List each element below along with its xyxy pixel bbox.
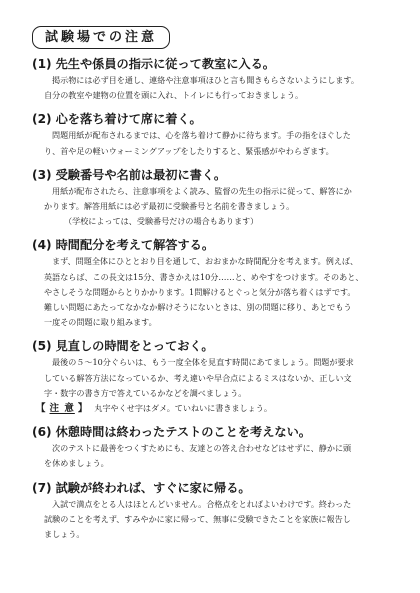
section-heading bbox=[30, 167, 390, 184]
section-heading-text: 休憩時間は終わったテストのことを考えない。 bbox=[55, 425, 311, 440]
body-line: 用紙が配布されたら、注意事項をよく読み、監督の先生の指示に従って、解答にか bbox=[52, 185, 352, 196]
section-7 bbox=[30, 480, 390, 543]
section-heading-text: 時間配分を考えて解答する。 bbox=[55, 238, 215, 253]
body-line: 次のテストに最善をつくすためにも、友達との答え合わせなどはせずに、静かに頭 bbox=[52, 443, 352, 454]
section-number: (6) bbox=[32, 425, 52, 440]
section-number: (1) bbox=[32, 57, 52, 71]
section-heading-text: 心を落ち着けて席に着く。 bbox=[55, 112, 202, 127]
section-6 bbox=[30, 424, 390, 471]
section-3 bbox=[30, 167, 390, 230]
section-heading bbox=[30, 480, 390, 497]
section-number: (3) bbox=[32, 167, 52, 182]
body-line: かります。解答用紙には必ず最初に受験番号と名前を書きましょう。 bbox=[44, 201, 295, 212]
body-line: 難しい問題にあたってなかなか解けそうにないときは、別の問題に移り、あとでもう bbox=[44, 302, 352, 313]
note-row bbox=[30, 401, 390, 416]
section-heading bbox=[30, 111, 390, 128]
section-heading-text: 受験番号や名前は最初に書く。 bbox=[55, 167, 227, 182]
body-line: 字・数字の書き方で答えているかなどを調べましょう。 bbox=[44, 387, 247, 398]
body-line: 最後の５〜10分ぐらいは、もう一度全体を見直す時間にあてましょう。問題が要求 bbox=[52, 357, 354, 368]
body-line: 問題用紙が配布されるまでは、心を落ち着けて静かに待ちます。手の指をほぐした bbox=[52, 130, 351, 141]
body-line: 試験のことを考えず、すみやかに家に帰って、無事に受験できたことを家族に報告し bbox=[44, 513, 351, 524]
body-line: している解答方法になっているか、考え違いや早合点によるミスはないか、正しい文 bbox=[44, 372, 352, 383]
section-number: (5) bbox=[32, 339, 52, 354]
body-line: ましょう。 bbox=[44, 529, 85, 540]
section-1 bbox=[30, 56, 390, 103]
body-line: り、首や足の軽いウォーミングアップをしたりすると、緊張感がやわらぎます。 bbox=[44, 145, 334, 156]
section-5 bbox=[30, 338, 390, 416]
section-heading bbox=[30, 424, 390, 441]
section-number: (7) bbox=[32, 480, 52, 495]
section-heading-text: 見直しの時間をとっておく。 bbox=[55, 339, 214, 354]
note-label: 【 注 意 】 bbox=[36, 403, 89, 415]
section-heading bbox=[30, 237, 390, 254]
section-number: (2) bbox=[32, 112, 52, 127]
section-2 bbox=[30, 111, 390, 158]
section-number: (4) bbox=[32, 238, 52, 253]
section-heading bbox=[30, 338, 390, 355]
body-line-note: （学校によっては、受験番号だけの場合もあります） bbox=[64, 216, 259, 227]
body-line: 英語ならば、この長文は15分、書きかえは10分……と、めやすをつけます。そのあと、 bbox=[44, 271, 364, 282]
body-line: 入試で満点をとる人はほとんどいません。合格点をとればよいわけです。終わった bbox=[52, 498, 352, 509]
section-heading-text: 先生や係員の指示に従って教室に入る。 bbox=[55, 57, 275, 71]
note-text: 丸字やくせ字はダメ。ていねいに書きましょう。 bbox=[94, 403, 272, 414]
body-line: 自分の教室や建物の位置を頭に入れ、トイレにも行っておきましょう。 bbox=[44, 90, 304, 101]
body-line: を休めましょう。 bbox=[44, 458, 109, 469]
section-4 bbox=[30, 237, 390, 330]
section-heading bbox=[30, 56, 390, 73]
body-line: 掲示物には必ず目を通し、連絡や注意事項ほひと言も聞きもらさないようにします。 bbox=[52, 75, 359, 85]
note-label-text: 注 意 bbox=[49, 403, 75, 415]
page-title: 試験場での注意 bbox=[32, 26, 170, 49]
body-line: まず、問題全体にひととおり目を通して、おおまかな時間配分を考えます。例えば、 bbox=[52, 256, 359, 267]
body-line: 一度その問題に取り組みます。 bbox=[44, 317, 157, 328]
body-line: やさしそうな問題からとりかかります。1問解けるとぐっと気分が落ち着くはずです。 bbox=[44, 286, 356, 297]
section-heading-text: 試験が終われば、すぐに家に帰る。 bbox=[55, 480, 251, 495]
